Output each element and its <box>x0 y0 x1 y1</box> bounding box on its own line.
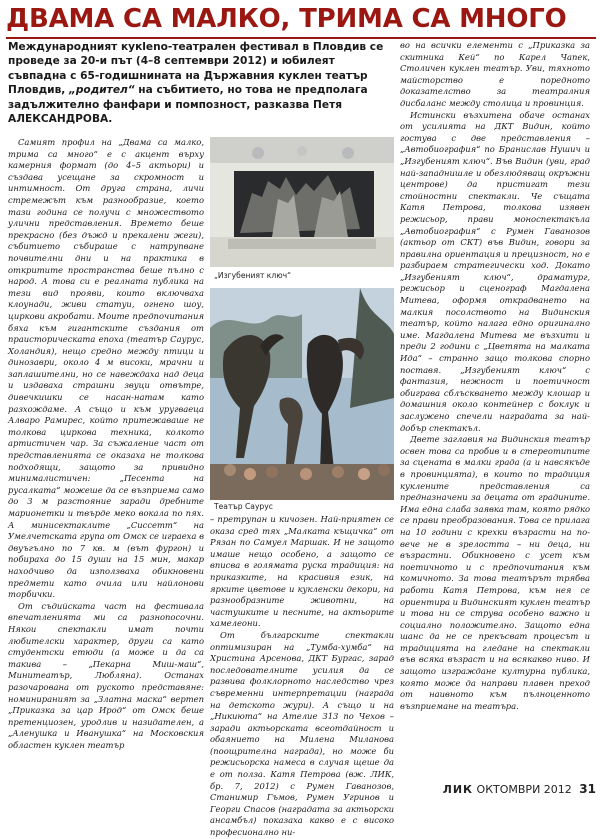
article-title: ДВАМА СА МАЛКО, ТРИМА СА МНОГО <box>6 4 567 34</box>
column-1 <box>8 137 204 781</box>
col1-paragraph: От съдийската част на фестивала впечатленията ми са разнопосочни. Някои спектакли имат почти любителски характер, други са като студентски етюди (а може и да са такива – „Пекарна Миш-маш“, Минитеатър, Любляна). Останах разочарована от руското представяне: номинираният за „Златна маска“ вертеп „Приказка за цар Ирод“ от Омск беше претенциозен, уродлив и назидателен, а „Аленушка и Иванушка“ на Московския областен куклен театър <box>8 600 204 750</box>
col3-paragraph: во на всички елементи с „Приказка за скитника Кей“ по Карел Чапек, Столичен куклен театър. Уви, тяхното майсторство е поредното доказателство за театралния дисбаланс между столица и провинция. <box>400 40 590 108</box>
magazine-name: ЛИК <box>442 783 474 796</box>
photo-caption: Театър Саурус <box>214 502 273 511</box>
lead-text-1: Международният кукleno-театрален фестивал в Пловдив се проведе за 20-и път (4–8 септември 2012) и юбилеят съвпадна с 65-годишнината на Държавния куклен театър Пловдив, <box>8 41 384 97</box>
col1-paragraph: Самият профил на „Двама са малко, трима са много“ е с акцент върху камерния формат (до 4–5 актьори) и създава усещане за скромност и интимност. От друга страна, личи стремежът към разнообразие, което тази година се получи с множеството улични представления. Времето беше прекрасно (без дъжд и прекалени жеги), събитието събираше с натрупване почвителни дни и на практика в откритите пространства беше пълно с народ. А това си е реалната публика на тези вид прояви, които включваха клоунади, живи статуи, огнено шоу, циркови акробати. Моите предпочитания бяха към гигантските създания от праисторическата епоха (театър Саурус, Холандия), нещо средно между птици и динозаври, около 4 м високи, мрачни и заплашителни, но се навеждаха над деца и издаваха страшни звуци отвътре, дивечкишки се насан-натам като разхождаме. А също и към уругваеца Алваро Рамирес, който притежаваше не толкова циркова техника, колкото артистичен чар. За съжаление част от представленията се оказаха не толкова подходящи, защото за привидно минималистичен: „Песента на русалката“ можеше да се възприема само до 3 м разстояние заради дребните марионетки и твърде меко вокала по пях. А минисектаклите „Сиссетт“ на Умелчетската група от Омск се играеха в двуъгълно по 7 кв. м (вът фургон) и побираха до 15 души на 15 мин, макар находчиво да използваха обикновени предмети като очила или найлонови торбички. <box>8 137 204 600</box>
page-footer <box>400 781 596 797</box>
creatures-image <box>210 288 394 500</box>
col3-paragraph: Двете заглавия на Видинския театър освен това са пробив и в стереотипите за сцената в малки града (а и навсякъде в провинцията), в които по традиция куклените представления са предназначени за децата от градините. Има една слаба заявка там, която рядко се прави преобразования. Това се прилага на 10 години с крехки възрасти на по-вече не в зрелостта – ни деца, ни възрастни. Обикновено с усет към поетичното и с предпочитания към комичното. За това театърът трябва работи Катя Петрова, към нея се ориентира и Видинският куклен театър и това ни се струва особено важно и социално положително. Защото една шанс да не се прекъсват процесът и традицията на гледане на спектакли във всяка възраст и на всякакво ниво. И защото изграждане културна публика, която може да направи плавен преход от наивното към пълноценното възприемане на театъра. <box>400 434 590 711</box>
col2-paragraph: От българските спектакли оптимизиран на „Тумба-хумба“ на Христина Арсенова, ДКТ Бургас, зарад последователните усилия да се развива фолклорното наследство чрез съвременни интерпретации (награда на детското жури). А също и на „Никиюта“ на Ателие 313 по Чехов – заради актьорската всеотдайност и обаянието на Милена Миланова (поощрителна награда), но може би режисьорска намеса в случая щеше да е от полза. Катя Петрова (вж. ЛИК, бр. 7, 2012) с Румен Гаванозов, Станимир Гъмов, Румен Угринов и Георги Спасов (наградата за актьорски ансамбъл) показаха какво е с високо професионално ни- <box>210 629 394 838</box>
issue-date: ОКТОМВРИ 2012 <box>476 783 572 796</box>
column-3 <box>400 40 590 780</box>
lead-text-3: на събитието, но това не предполага задължително фанфари и помпозност, разказва <box>8 84 368 111</box>
lead-author: Петя АЛЕКСАНДРОВА. <box>8 98 343 126</box>
lead-text-2: „родител“ <box>69 84 135 97</box>
title-rule <box>6 37 596 39</box>
photo-teatar-saurus <box>210 288 394 500</box>
lead-paragraph <box>8 40 390 126</box>
photo-izgubeniyat-klyuch <box>210 137 394 267</box>
col2-paragraph: – претрупан и кичозен. Най-приятен се оказа сред тях „Малката къщичка“ от Рязан по Самуел Маршак. И не защото имаше нещо особено, а защото се вписва в голямата руска традиция: на приказките, на красивия език, на ярките цветове и кукленски декори, на разнообразните животни, на частушките и песните, на актьорите хамелеони. <box>210 514 394 629</box>
column-2 <box>210 514 394 838</box>
col3-paragraph: Истински възхитена обаче останах от усилията на ДКТ Видин, който гостува с две представления – „Автобиография“ по Бранислав Нушич и „Изгубеният ключ“. Във Видин (уви, град най-западнишле и обезлюдяващ окръжни центрове) да пристигат тези стойностни спектакли. Че същата Катя Петрова, толкова изявен режисьор, прави моноспектакъла „Автобиография“ с Румен Гаванозов (актьор от СКТ) във Видин, говори за правилна ориентация и прецизност, но е разбираем стратегически ход. Докато „Изгубеният ключ“, драматург, режисьор и сценограф Магдалена Митева, оформя открадването на малкия посолството на Видинския театър, който налага едно оригинално име. Магдалена Митева ме възхити и преди 2 години с „Цветята на малката Ида“ – странно защо толкова спорно поставя. „Изгубеният ключ“ с фантазия, нежност и поетичност обиграва сблъскването между клошар и домашния около контейнер с боклук и заслужено спечели наградата за най-добър спектакъл. <box>400 109 590 433</box>
photo-caption: „Изгубеният ключ“ <box>214 271 292 280</box>
page-number: 31 <box>579 782 596 796</box>
stage-image <box>210 137 394 267</box>
